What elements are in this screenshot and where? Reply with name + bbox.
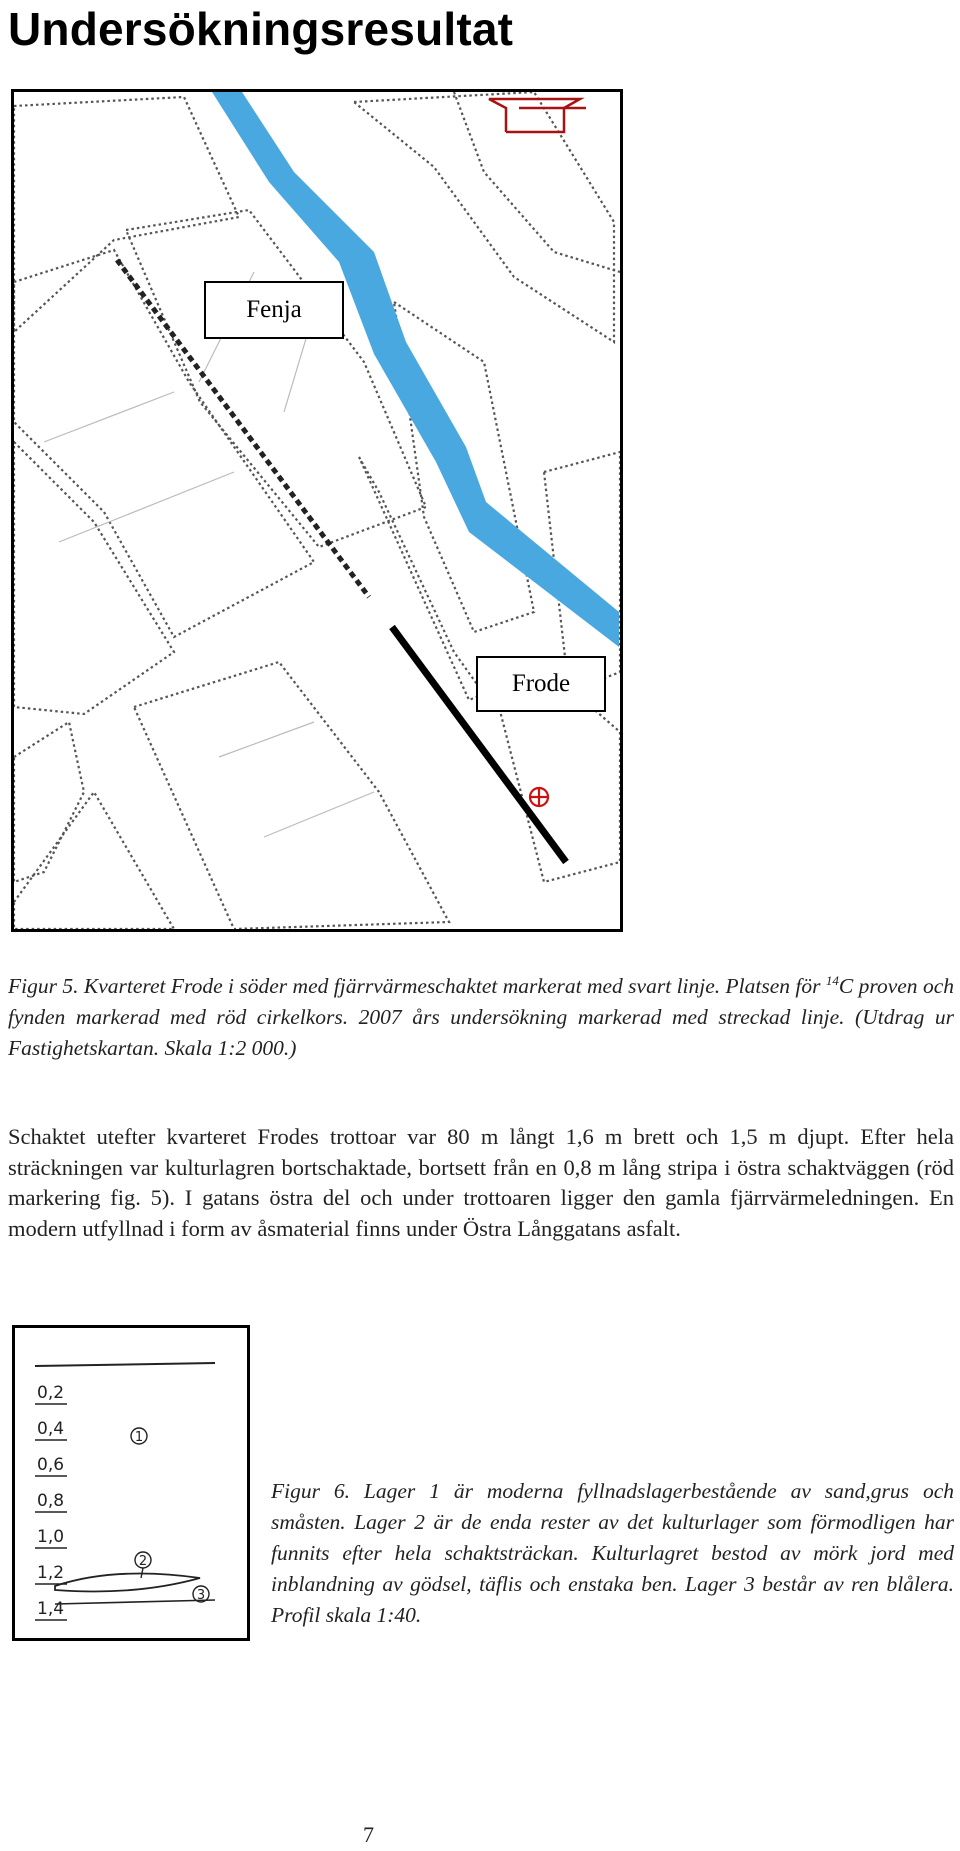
water-channel: [212, 92, 619, 647]
trench-description-paragraph: Schaktet utefter kvarteret Frodes trottoar var 80 m långt 1,6 m brett och 1,5 m djupt. Efter hela sträckningen var kulturlagren bortschaktade, bortsett från en 0,8 m lång stripa i östra schaktväggen (röd markering fig. 5). I gatans östra del och under trottoaren ligger den gamla fjärrvärmeledningen. En modern utfyllnad i form av åsmaterial finns under Östra Långgatans asfalt.: [8, 1124, 954, 1241]
page-number: 7: [363, 1822, 374, 1847]
figure-6-caption: Figur 6. Lager 1 är moderna fyllnadslagerbestående av sand,grus och småsten. Lager 2 är de enda rester av det kulturlager som förmodligen har funnits efter hela schaktsträckan. Kulturlagret bestod av mörk jord med inblandning av gödsel, täflis och enstaka ben. Lager 3 består av ren blålera. Profil skala 1:40.: [271, 1479, 954, 1627]
layer-number: 1: [134, 1430, 144, 1445]
map-label-frode: Frode: [476, 656, 606, 712]
layer-number: 3: [196, 1588, 206, 1603]
sample-crosshair-icon: [530, 788, 548, 806]
page-heading: Undersökningsresultat: [8, 3, 514, 55]
map-figure: [11, 89, 623, 932]
depth-label: 1,4: [37, 1599, 65, 1619]
depth-label: 1,2: [37, 1563, 65, 1583]
depth-label: 0,8: [37, 1491, 65, 1511]
profile-drawing: [15, 1328, 247, 1638]
map-label-fenja: Fenja: [204, 281, 344, 339]
depth-label: 1,0: [37, 1527, 65, 1547]
layer-2-lens: [55, 1574, 200, 1592]
map-block: [454, 92, 620, 272]
figure-5-caption: Figur 5. Kvarteret Frode i söder med fjärrvärmeschaktet markerat med svart linje. Platsen för $^{14}$C proven och fynden markerad med röd cirkelkors. 2007 års undersökning markerad med streckad linje. (Utdrag ur Fastighetskartan. Skala 1:2 000.): [8, 973, 954, 1061]
map-block: [134, 662, 449, 929]
depth-label: 0,6: [37, 1455, 65, 1475]
depth-label: 0,4: [37, 1419, 65, 1439]
depth-label: 0,2: [37, 1383, 65, 1403]
isotope-superscript: 14: [825, 973, 839, 988]
map-block: [354, 92, 614, 342]
profile-figure: [12, 1325, 250, 1641]
map-block: [14, 792, 174, 929]
layer-number: 2: [138, 1554, 148, 1569]
map-block: [14, 442, 174, 714]
map-drawing: [14, 92, 620, 929]
map-block: [14, 722, 84, 882]
north-arrow-icon: [489, 99, 586, 132]
